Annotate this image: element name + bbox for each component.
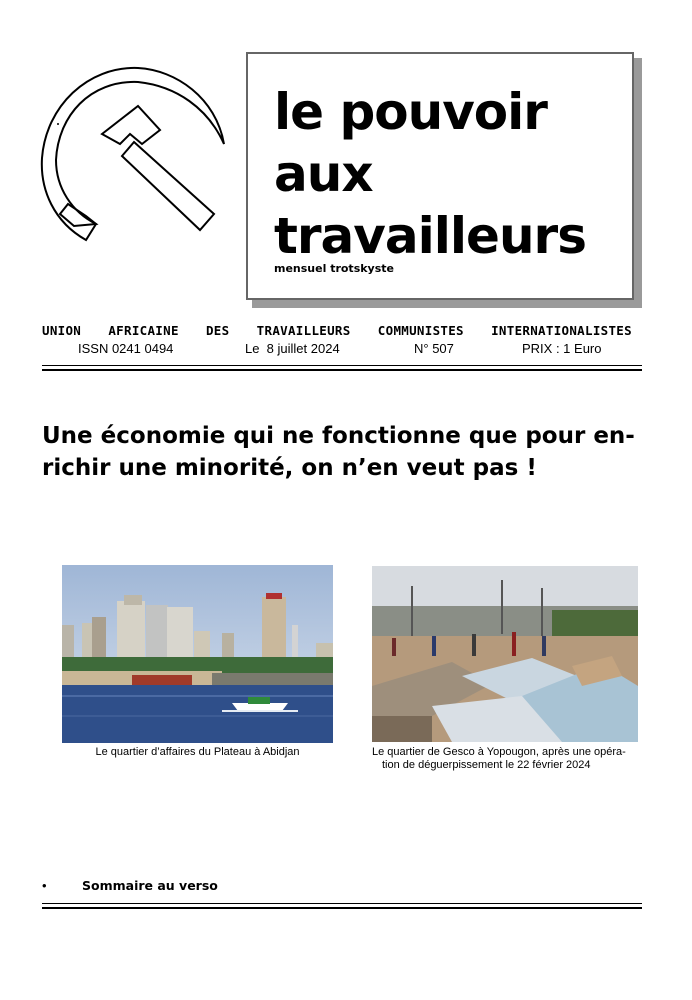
hammer-and-sickle-logo	[38, 64, 236, 244]
headline-line-1: Une économie qui ne fonctionne que pour en-	[42, 423, 635, 449]
org-word: INTERNATIONALISTES	[491, 323, 632, 338]
sickle-handle	[60, 204, 96, 226]
masthead-title-line-2: aux	[274, 145, 373, 203]
issn: ISSN 0241 0494	[78, 341, 174, 356]
masthead-title-line-1: le pouvoir	[274, 83, 547, 141]
org-word: DES	[205, 323, 230, 338]
issue-date: Le 8 juillet 2024	[245, 341, 340, 356]
summary-note: Sommaire au verso	[82, 878, 218, 893]
plateau-skyline-photo	[62, 565, 333, 743]
headline	[42, 420, 642, 484]
bullet-icon: •	[42, 878, 47, 893]
caption-line-2: tion de déguerpissement le 22 février 2024	[382, 759, 591, 771]
issue-number: N° 507	[414, 341, 454, 356]
org-word: COMMUNISTES	[377, 323, 464, 338]
org-word: UNION	[42, 323, 82, 338]
masthead-title-line-3: travailleurs	[274, 207, 586, 265]
hammer-handle	[122, 142, 214, 230]
caption-line-1: Le quartier de Gesco à Yopougon, après une opéra-	[372, 746, 626, 758]
sickle-shape	[42, 68, 224, 240]
masthead-subtitle: mensuel trotskyste	[274, 262, 394, 275]
organization-name	[42, 323, 632, 338]
photo-caption-plateau: Le quartier d’affaires du Plateau à Abidjan	[95, 746, 300, 758]
footer-divider	[42, 903, 642, 909]
issue-price: PRIX : 1 Euro	[522, 341, 602, 356]
photo-caption-gesco	[372, 746, 638, 772]
header-divider	[42, 365, 642, 371]
org-word: AFRICAINE	[108, 323, 179, 338]
gesco-demolition-photo	[372, 566, 638, 742]
headline-line-2: richir une minorité, on n’en veut pas !	[42, 455, 537, 481]
hammer-head	[102, 106, 160, 144]
org-word: TRAVAILLEURS	[256, 323, 351, 338]
masthead-title-box	[246, 52, 634, 300]
